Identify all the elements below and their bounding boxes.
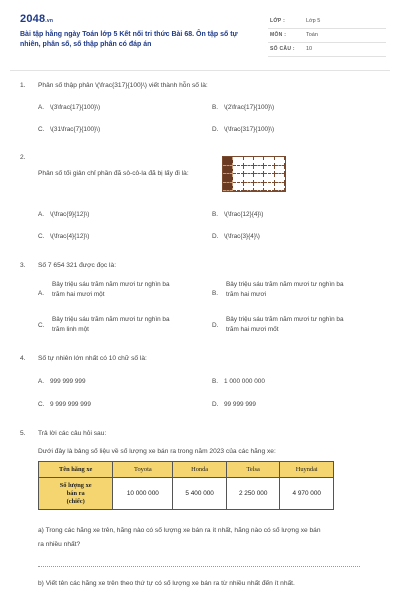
- lop-value: Lớp 5: [306, 18, 321, 24]
- q5-text: Trả lời các câu hỏi sau:: [38, 430, 107, 437]
- chocolate-piece: [223, 157, 233, 166]
- table-header-cell: Tên hãng xe: [39, 462, 113, 478]
- q2-option-b[interactable]: B. \(\frac{12}{4}\): [212, 211, 264, 218]
- q4-number: 4.: [20, 355, 26, 362]
- q4-option-b[interactable]: B. 1 000 000 000: [212, 378, 265, 385]
- q1-number: 1.: [20, 82, 26, 89]
- chocolate-piece: [223, 183, 233, 192]
- header: [20, 13, 380, 57]
- mon-value: Toán: [306, 32, 318, 38]
- q1-option-a[interactable]: A. \(3\frac{17}{100}\): [38, 104, 101, 111]
- q2-option-d[interactable]: D. \(\frac{3}{4}\): [212, 233, 260, 240]
- chocolate-piece: [244, 183, 254, 192]
- q3-option-a-letter: A.: [38, 290, 45, 297]
- q1-option-b[interactable]: B. \(2\frac{17}{100}\): [212, 104, 275, 111]
- table-cell: 2 250 000: [226, 478, 280, 510]
- chocolate-piece: [275, 174, 285, 183]
- chocolate-piece: [244, 166, 254, 175]
- chocolate-piece: [244, 174, 254, 183]
- chocolate-piece: [223, 174, 233, 183]
- socau-label: SỐ CÂU :: [270, 46, 295, 52]
- chocolate-piece: [264, 166, 274, 175]
- table-row-label: Số lượng xe bán ra (chiếc): [39, 478, 113, 510]
- q3-option-b[interactable]: Bảy triệu sáu trăm năm mươi tư nghìn ba trăm hai mươi: [226, 281, 344, 298]
- divider: [10, 70, 390, 71]
- table-header-cell: Honda: [173, 462, 227, 478]
- q3-option-d-letter: D.: [212, 322, 219, 329]
- chocolate-piece: [244, 157, 254, 166]
- chocolate-piece: [233, 157, 243, 166]
- q1-option-c[interactable]: C. \(31\frac{7}{100}\): [38, 126, 101, 133]
- table-header-row: [39, 462, 334, 478]
- table-cell: 4 970 000: [280, 478, 334, 510]
- meta-row-socau: [268, 43, 386, 57]
- car-sales-table: [38, 461, 334, 510]
- page-title: Bài tập hằng ngày Toán lớp 5 Kết nối tri thức Bài 68. Ôn tập số tự nhiên, phân số, số thập phân có đáp án: [20, 31, 238, 48]
- q4-option-a[interactable]: A. 999 999 999: [38, 378, 86, 385]
- q4-text: Số tự nhiên lớn nhất có 10 chữ số là:: [38, 355, 147, 362]
- chocolate-piece: [233, 183, 243, 192]
- table-cell: 5 400 000: [173, 478, 227, 510]
- q4-option-d[interactable]: D. 99 999 999: [212, 401, 256, 408]
- q5-number: 5.: [20, 430, 26, 437]
- q2-option-a[interactable]: A. \(\frac{9}{12}\): [38, 211, 90, 218]
- lop-label: LỚP :: [270, 18, 286, 24]
- chocolate-piece: [223, 166, 233, 175]
- chocolate-piece: [254, 183, 264, 192]
- site-logo[interactable]: 2048.vn: [20, 13, 54, 25]
- chocolate-piece: [275, 157, 285, 166]
- q2-number: 2.: [20, 154, 26, 161]
- q3-option-c-letter: C.: [38, 322, 45, 329]
- chocolate-piece: [264, 157, 274, 166]
- q2-text: Phân số tối giản chỉ phần đã sô-cô-la đã bị lấy đi là:: [38, 170, 189, 177]
- meta-box: [268, 15, 386, 57]
- table-cell: 10 000 000: [113, 478, 173, 510]
- q3-option-b-letter: B.: [212, 290, 219, 297]
- q5-part-a-line1: a) Trong các hãng xe trên, hãng nào có số lượng xe bán ra ít nhất, hãng nào có số lượng xe bán: [38, 527, 321, 534]
- q3-option-c[interactable]: Bảy triệu sáu trăm năm mươi tư nghìn ba trăm linh một: [52, 316, 170, 333]
- chocolate-piece: [275, 166, 285, 175]
- q3-number: 3.: [20, 262, 26, 269]
- meta-row-lop: [268, 15, 386, 29]
- meta-row-mon: [268, 29, 386, 43]
- table-header-cell: Telsa: [226, 462, 280, 478]
- chocolate-piece: [233, 166, 243, 175]
- chocolate-piece: [254, 157, 264, 166]
- q3-option-d[interactable]: Bảy triệu sáu trăm năm mươi tư nghìn ba trăm hai mươi mốt: [226, 316, 344, 333]
- table-header-cell: Toyota: [113, 462, 173, 478]
- chocolate-piece: [233, 174, 243, 183]
- answer-line[interactable]: [38, 566, 360, 567]
- table-row: [39, 478, 334, 510]
- q3-option-a[interactable]: Bảy triệu sáu trăm năm mươi tư nghìn ba trăm hai mươi một: [52, 281, 170, 298]
- chocolate-bar-image: [222, 156, 286, 192]
- q5-part-a-line2: ra nhiều nhất?: [38, 541, 81, 548]
- mon-label: MÔN :: [270, 32, 287, 38]
- table-header-cell: Huyndai: [280, 462, 334, 478]
- q3-text: Số 7 654 321 được đọc là:: [38, 262, 117, 269]
- chocolate-piece: [264, 183, 274, 192]
- q1-text: Phân số thập phân \(\frac{317}{100}\) viết thành hỗn số là:: [38, 82, 208, 89]
- q4-option-c[interactable]: C. 9 999 999 999: [38, 401, 91, 408]
- q1-option-d[interactable]: D. \(\frac{317}{100}\): [212, 126, 275, 133]
- chocolate-piece: [275, 183, 285, 192]
- chocolate-piece: [254, 166, 264, 175]
- socau-value: 10: [306, 46, 313, 52]
- q5-part-b: b) Viết tên các hãng xe trên theo thứ tự có số lượng xe bán ra từ nhiều nhất đến ít nhất.: [38, 580, 295, 587]
- chocolate-piece: [264, 174, 274, 183]
- q2-option-c[interactable]: C. \(\frac{4}{12}\): [38, 233, 90, 240]
- q5-intro: Dưới đây là bảng số liệu về số lượng xe bán ra trong năm 2023 của các hãng xe:: [38, 448, 276, 455]
- chocolate-piece: [254, 174, 264, 183]
